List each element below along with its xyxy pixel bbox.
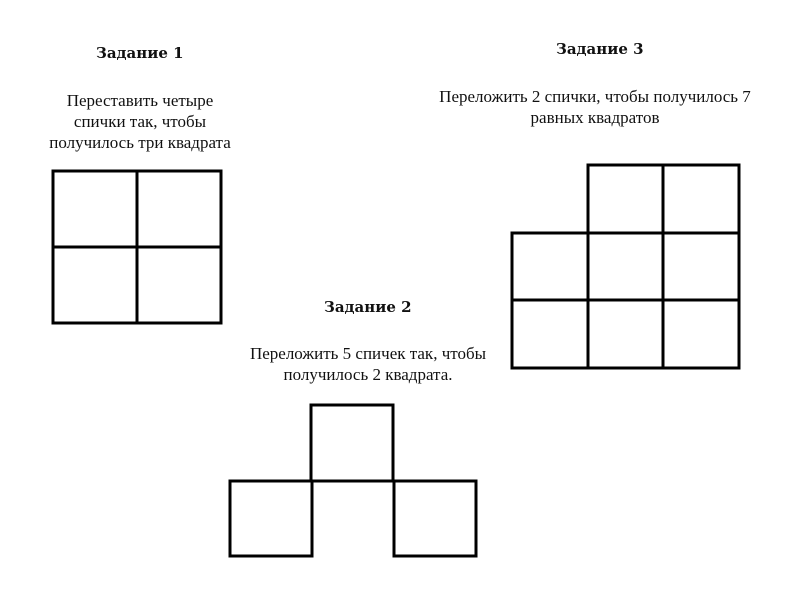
task3-figure bbox=[512, 165, 739, 368]
task1-line-2: спички так, чтобы bbox=[73, 112, 207, 131]
task3-line-2: равных квадратов bbox=[530, 108, 660, 127]
task2-top-square bbox=[311, 405, 393, 481]
task1-figure bbox=[53, 171, 221, 323]
task3-title: Задание 3 bbox=[556, 40, 644, 58]
task2-left-square bbox=[230, 481, 312, 556]
task2-title: Задание 2 bbox=[324, 298, 412, 316]
task3-line-1: Переложить 2 спички, чтобы получилось 7 bbox=[439, 87, 751, 106]
task2-right-square bbox=[394, 481, 476, 556]
task1-line-3: получилось три квадрата bbox=[49, 133, 231, 152]
task2-line-2: получилось 2 квадрата. bbox=[283, 365, 453, 384]
task2-figure bbox=[230, 405, 476, 556]
task2-line-1: Переложить 5 спичек так, чтобы bbox=[249, 344, 487, 363]
task1-line-1: Переставить четыре bbox=[66, 91, 214, 110]
task1-title: Задание 1 bbox=[96, 44, 184, 62]
